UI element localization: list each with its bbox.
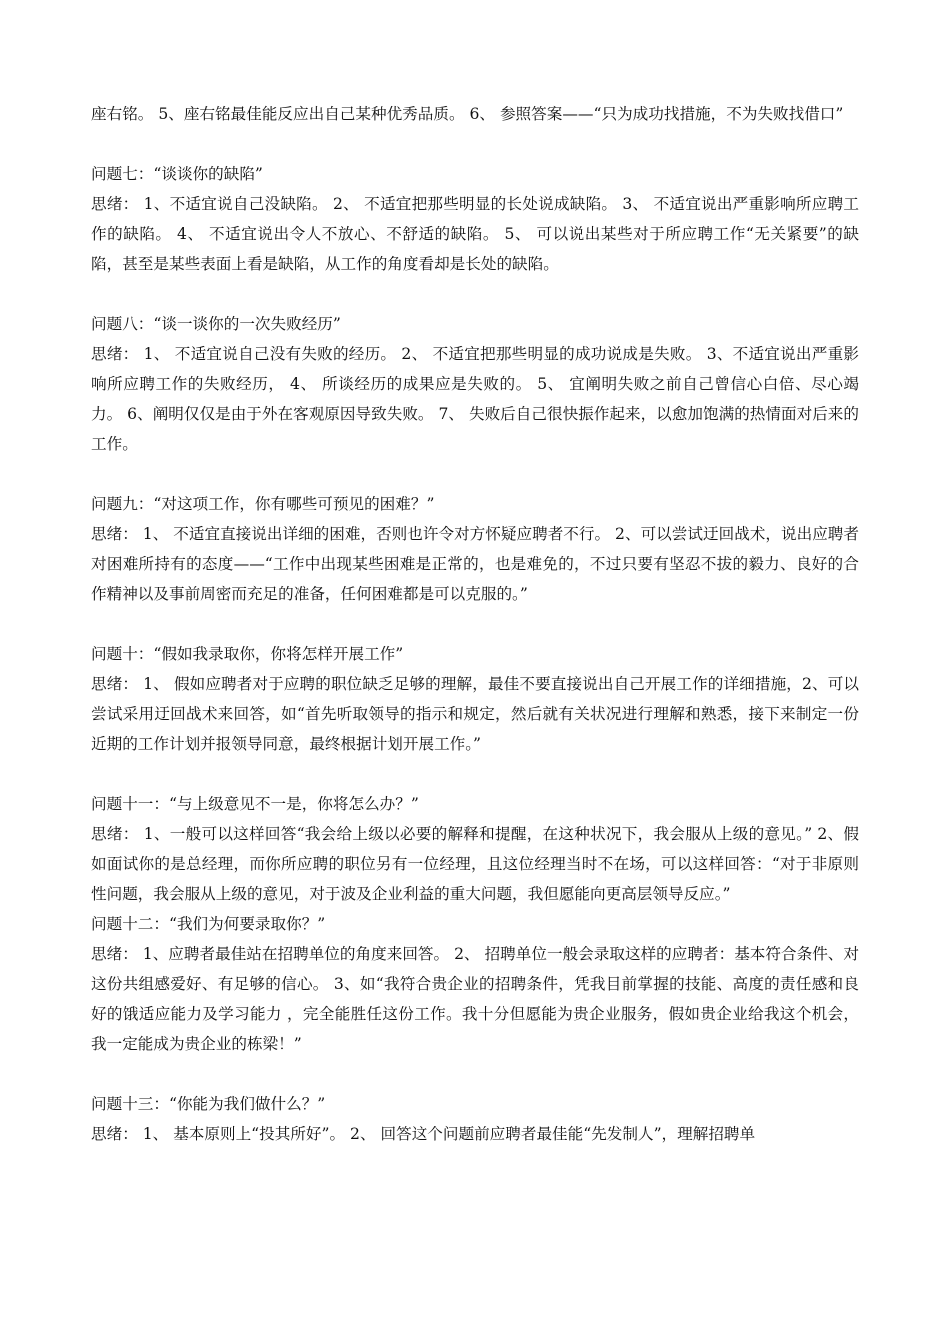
question-11-heading: 问题十一：“与上级意见不一是，你将怎么办？”	[91, 795, 419, 813]
paragraph-gap	[91, 759, 859, 789]
question-8-answer: 思绪： 1、 不适宜说自己没有失败的经历。 2、 不适宜把那些明显的成功说成是失败。 3、不适宜说出严重影响所应聘工作的失败经历， 4、 所谈经历的成果应是失败的。 5、 宜阐明失败之前自己曾信心白倍、尽心竭力。 6、阐明仅仅是由于外在客观原因导致失败。 7、 失败后自己很快振作起来，以愈加饱满的热情面对后来的工作。	[91, 345, 859, 453]
paragraph-gap	[91, 279, 859, 309]
paragraph-gap	[91, 1059, 859, 1089]
paragraph-motto-continuation: 座右铭。 5、座右铭最佳能反应出自己某种优秀品质。 6、 参照答案——“只为成功找措施，不为失败找借口”	[91, 105, 844, 123]
question-9-heading: 问题九：“对这项工作，你有哪些可预见的困难？”	[91, 495, 435, 513]
question-7-heading: 问题七：“谈谈你的缺陷”	[91, 165, 263, 183]
question-9-answer: 思绪： 1、 不适宜直接说出详细的困难，否则也许令对方怀疑应聘者不行。 2、可以尝试迂回战术，说出应聘者对困难所持有的态度——“工作中出现某些困难是正常的，也是难免的，不过只要有坚忍不拔的毅力、良好的合作精神以及事前周密而充足的准备，任何困难都是可以克服的。”	[91, 525, 859, 603]
question-13-heading: 问题十三：“你能为我们做什么？”	[91, 1095, 326, 1113]
question-10-answer: 思绪： 1、 假如应聘者对于应聘的职位缺乏足够的理解，最佳不要直接说出自己开展工作的详细措施，2、可以尝试采用迂回战术来回答，如“首先听取领导的指示和规定，然后就有关状况进行理解和熟悉，接下来制定一份近期的工作计划并报领导同意，最终根据计划开展工作。”	[91, 675, 859, 753]
paragraph-gap	[91, 609, 859, 639]
document-page	[91, 99, 859, 1149]
question-11-answer: 思绪： 1、一般可以这样回答“我会给上级以必要的解释和提醒，在这种状况下，我会服从上级的意见。” 2、假如面试你的是总经理，而你所应聘的职位另有一位经理，且这位经理当时不在场，可以这样回答：“对于非原则性问题，我会服从上级的意见，对于波及企业利益的重大问题，我但愿能向更高层领导反应。”	[91, 825, 859, 903]
paragraph-gap	[91, 459, 859, 489]
question-12-answer: 思绪： 1、应聘者最佳站在招聘单位的角度来回答。 2、 招聘单位一般会录取这样的应聘者：基本符合条件、对这份共组感爱好、有足够的信心。 3、如“我符合贵企业的招聘条件，凭我目前掌握的技能、高度的责任感和良好的饿适应能力及学习能力 ，完全能胜任这份工作。我十分但愿能为贵企业服务，假如贵企业给我这个机会，我一定能成为贵企业的栋梁！”	[91, 945, 859, 1053]
question-10-heading: 问题十：“假如我录取你，你将怎样开展工作”	[91, 645, 404, 663]
question-13-answer: 思绪： 1、 基本原则上“投其所好”。 2、 回答这个问题前应聘者最佳能“先发制人”，理解招聘单	[91, 1125, 756, 1143]
paragraph-gap	[91, 129, 859, 159]
question-7-answer: 思绪： 1、不适宜说自己没缺陷。 2、 不适宜把那些明显的长处说成缺陷。 3、 不适宜说出严重影响所应聘工作的缺陷。 4、 不适宜说出令人不放心、不舒适的缺陷。 5、 可以说出某些对于所应聘工作“无关紧要”的缺陷，甚至是某些表面上看是缺陷，从工作的角度看却是长处的缺陷。	[91, 195, 859, 273]
question-12-heading: 问题十二：“我们为何要录取你？”	[91, 915, 326, 933]
question-8-heading: 问题八：“谈一谈你的一次失败经历”	[91, 315, 341, 333]
